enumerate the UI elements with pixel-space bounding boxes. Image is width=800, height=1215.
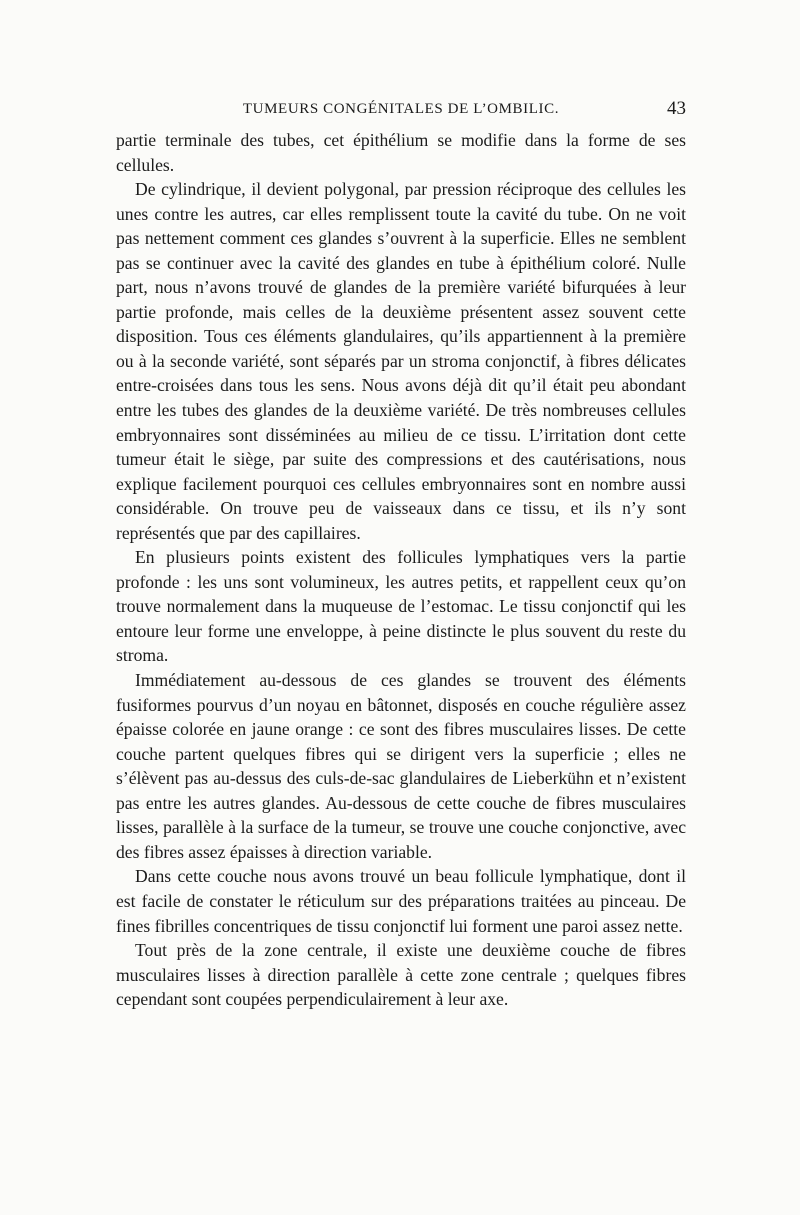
paragraph-continued: partie terminale des tubes, cet épithélium se modifie dans la forme de ses cellules. [116,130,686,175]
paragraph: Tout près de la zone centrale, il existe une deuxième couche de fibres musculaires lisses à direction parallèle à cette zone centrale ; quelques fibres cependant sont coupées perpendiculairement à leur axe. [116,940,686,1010]
running-title: TUMEURS CONGÉNITALES DE L’OMBILIC. [242,101,560,117]
paragraph: De cylindrique, il devient polygonal, par pression réciproque des cellules les unes contre les autres, car elles remplissent toute la cavité du tube. On ne voit pas nettement comment ces glandes s’ouvrent à la superficie. Elles ne semblent pas se continuer avec la cavité des glandes en tube à épithélium coloré. Nulle part, nous n’avons trouvé de glandes de la première variété bifurquées à leur partie profonde, mais celles de la deuxième présentent assez souvent cette disposition. Tous ces éléments glandulaires, qu’ils appartiennent à la première ou à la seconde variété, sont séparés par un stroma conjonctif, à fibres délicates entre-croisées dans tous les sens. Nous avons déjà dit qu’il était peu abondant entre les tubes des glandes de la deuxième variété. De très nombreuses cellules embryonnaires sont disséminées au milieu de ce tissu. L’irritation dont cette tumeur était le siège, par suite des compressions et des cautérisations, nous explique facilement pourquoi ces cellules embryonnaires sont en nombre aussi considérable. On trouve peu de vaisseaux dans ce tissu, et ils n’y sont représentés que par des capillaires. [116,179,686,543]
paragraph: Immédiatement au-dessous de ces glandes se trouvent des éléments fusiformes pourvus d’un noyau en bâtonnet, disposés en couche régulière assez épaisse colorée en jaune orange : ce sont des fibres musculaires lisses. De cette couche partent quelques fibres qui se dirigent vers la superficie ; elles ne s’élèvent pas au-dessus des culs-de-sac glandulaires de Lieberkühn et n’existent pas entre les autres glandes. Au-dessous de cette couche de fibres musculaires lisses, parallèle à la surface de la tumeur, se trouve une couche conjonctive, avec des fibres assez épaisses à direction variable. [116,670,686,862]
paragraph: Dans cette couche nous avons trouvé un beau follicule lymphatique, dont il est facile de constater le réticulum sur des préparations traitées au pinceau. De fines fibrilles concentriques de tissu conjonctif lui forment une paroi assez nette. [116,866,686,936]
page-number: 43 [667,98,686,119]
running-header [116,98,686,124]
paragraph: En plusieurs points existent des follicules lymphatiques vers la partie profonde : les uns sont volumineux, les autres petits, et rappellent ceux qu’on trouve normalement dans la muqueuse de l’estomac. Le tissu conjonctif qui les entoure leur forme une enveloppe, à peine distincte le plus souvent du reste du stroma. [116,547,686,666]
body-text [116,128,686,1012]
